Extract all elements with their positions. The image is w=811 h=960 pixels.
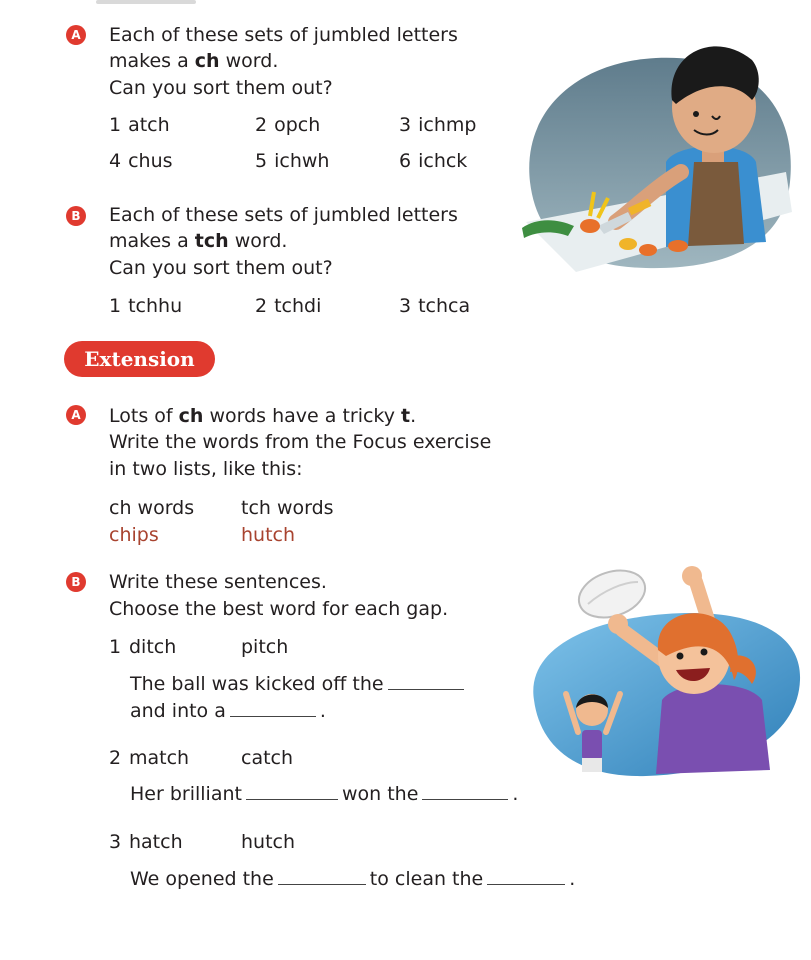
ch-words-header: ch words [109, 497, 195, 519]
part-b-item-3: 3 tchca [399, 295, 471, 317]
part-b-line-2: makes a tch word. [109, 230, 288, 252]
badge-extension-a: A [66, 405, 86, 425]
answer-gap [487, 866, 565, 885]
part-a-item-2: 2 opch [255, 114, 321, 136]
extension-a-line-2: Write the words from the Focus exercise [109, 431, 492, 453]
extension-b-line-2: Choose the best word for each gap. [109, 598, 449, 620]
badge-a: A [66, 25, 86, 45]
q3-number: 3 [109, 831, 122, 853]
part-a-item-4: 4 chus [109, 150, 173, 172]
q2-option-2: catch [241, 747, 294, 769]
tch-words-header: tch words [241, 497, 334, 519]
top-rule [96, 0, 196, 4]
part-b-item-2: 2 tchdi [255, 295, 322, 317]
part-b-item-1: 1 tchhu [109, 295, 183, 317]
girl-catching-ball-illustration [526, 560, 806, 792]
q2-option-1: match [129, 747, 190, 769]
extension-label: Extension [64, 341, 215, 377]
q2-sentence: Her brilliant won the . [130, 783, 519, 805]
part-a-line-1: Each of these sets of jumbled letters [109, 24, 458, 46]
answer-gap [230, 698, 316, 717]
part-a-item-1: 1 atch [109, 114, 170, 136]
part-a-line-2: makes a ch word. [109, 50, 279, 72]
answer-gap [422, 781, 508, 800]
part-a-item-6: 6 ichck [399, 150, 468, 172]
q1-sentence-line-2: and into a . [130, 700, 326, 722]
q1-option-1: ditch [129, 636, 177, 658]
badge-extension-b: B [66, 572, 86, 592]
answer-gap [246, 781, 338, 800]
ch-words-example: chips [109, 524, 159, 546]
q1-sentence-line-1: The ball was kicked off the [130, 671, 468, 697]
boy-chopping-illustration [516, 22, 806, 274]
part-b-line-3: Can you sort them out? [109, 257, 333, 279]
q3-option-2: hutch [241, 831, 296, 853]
answer-gap [278, 866, 366, 885]
q1-number: 1 [109, 636, 122, 658]
extension-a-line-3: in two lists, like this: [109, 458, 303, 480]
part-a-item-5: 5 ichwh [255, 150, 330, 172]
part-a-line-3: Can you sort them out? [109, 77, 333, 99]
tch-words-example: hutch [241, 524, 296, 546]
extension-a-line-1: Lots of ch words have a tricky t. [109, 405, 417, 427]
badge-b: B [66, 206, 86, 226]
q3-option-1: hatch [129, 831, 183, 853]
q1-option-2: pitch [241, 636, 289, 658]
q2-number: 2 [109, 747, 122, 769]
part-a-item-3: 3 ichmp [399, 114, 477, 136]
answer-gap [388, 671, 464, 690]
part-b-line-1: Each of these sets of jumbled letters [109, 204, 458, 226]
q3-sentence: We opened the to clean the . [130, 868, 576, 890]
extension-b-line-1: Write these sentences. [109, 571, 327, 593]
